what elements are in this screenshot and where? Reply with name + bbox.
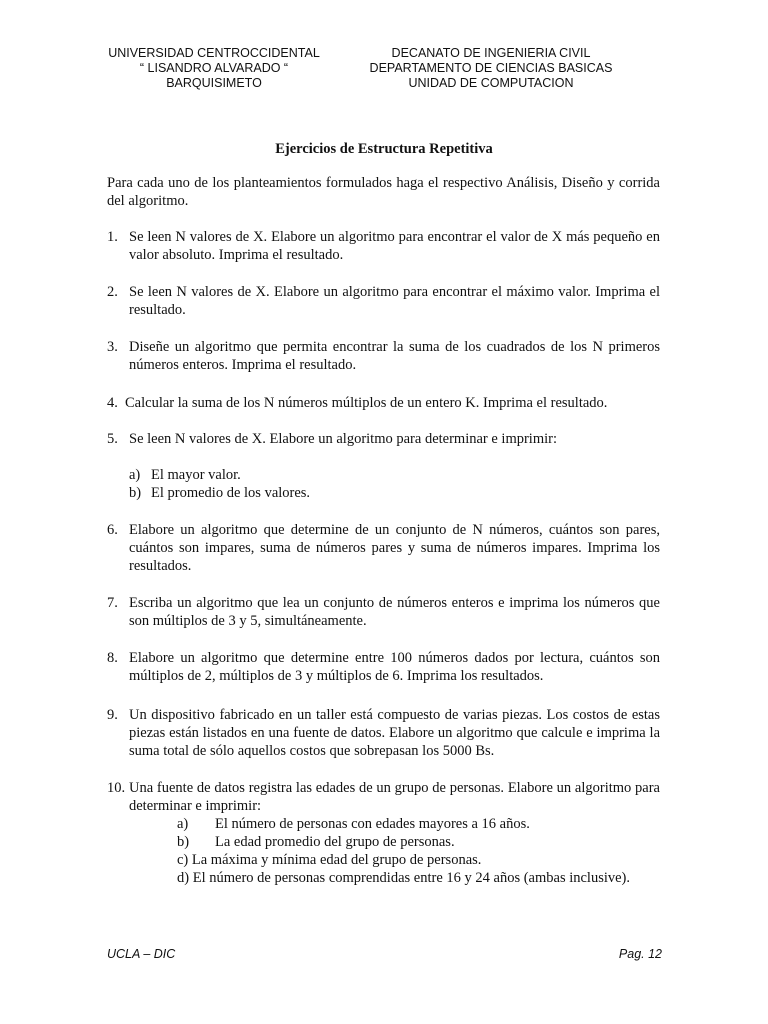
exercise-6-text: Elabore un algoritmo que determine de un conjunto de N números, cuántos son pares, cuántos son impares, suma de números pares y suma de números impares. Imprima los resultados. xyxy=(129,522,660,574)
exercise-10-sub-d-label: d) xyxy=(177,870,190,886)
intro-paragraph: Para cada uno de los planteamientos formulados haga el respectivo Análisis, Diseño y corrida del algoritmo. xyxy=(107,175,660,209)
exercise-10-sub-a-text: El número de personas con edades mayores a 16 años. xyxy=(215,816,530,832)
exercise-1-text: Se leen N valores de X. Elabore un algoritmo para encontrar el valor de X más pequeño en valor absoluto. Imprima el resultado. xyxy=(129,229,660,263)
exercise-10-sub-d xyxy=(177,869,630,887)
footer-left: UCLA – DIC xyxy=(107,947,176,961)
exercise-5-sub-b-text: El promedio de los valores. xyxy=(151,485,311,501)
unit-name: UNIDAD DE COMPUTACION xyxy=(408,76,574,90)
page-number: Pag. 12 xyxy=(618,947,662,961)
exercise-5-sub-a-label: a) xyxy=(129,467,141,483)
exercise-7-text: Escriba un algoritmo que lea un conjunto de números enteros e imprima los números que son múltiplos de 3 y 5, simultáneamente. xyxy=(129,595,660,629)
exercise-10-sub-c-text: La máxima y mínima edad del grupo de personas. xyxy=(191,852,482,868)
exercise-5-sub-b-label: b) xyxy=(129,485,142,501)
university-city: BARQUISIMETO xyxy=(166,76,262,90)
exercise-2-number: 2. xyxy=(107,284,118,300)
exercise-5-sub-a-text: El mayor valor. xyxy=(151,467,241,483)
exercise-10-sub-b-label: b) xyxy=(177,834,190,850)
exercise-3-text: Diseñe un algoritmo que permita encontrar la suma de los cuadrados de los N primeros números enteros. Imprima el resultado. xyxy=(129,339,660,373)
exercise-9-number: 9. xyxy=(107,707,118,723)
exercise-10-sub-c-label: c) xyxy=(177,852,189,868)
exercise-3-number: 3. xyxy=(107,339,118,355)
exercise-4-number: 4. xyxy=(107,395,118,411)
exercise-5-number: 5. xyxy=(107,431,118,447)
exercise-10-text: Una fuente de datos registra las edades de un grupo de personas. Elabore un algoritmo para determinar e imprimir: xyxy=(129,780,660,814)
exercise-1-number: 1. xyxy=(107,229,118,245)
department-name: DEPARTAMENTO DE CIENCIAS BASICAS xyxy=(369,61,613,75)
university-name: UNIVERSIDAD CENTROCCIDENTAL xyxy=(108,46,320,60)
exercise-8-number: 8. xyxy=(107,650,118,666)
exercise-8-text: Elabore un algoritmo que determine entre 100 números dados por lectura, cuántos son múltiplos de 2, múltiplos de 3 y múltiplos de 6. Imprima los resultados. xyxy=(129,650,660,684)
header-right xyxy=(355,46,627,91)
exercise-10-sub-a-label: a) xyxy=(177,816,189,832)
faculty-name: DECANATO DE INGENIERIA CIVIL xyxy=(391,46,591,60)
exercise-5-text: Se leen N valores de X. Elabore un algoritmo para determinar e imprimir: xyxy=(129,431,558,447)
page-title: Ejercicios de Estructura Repetitiva xyxy=(275,141,493,157)
exercise-6-number: 6. xyxy=(107,522,118,538)
exercise-2-text: Se leen N valores de X. Elabore un algoritmo para encontrar el máximo valor. Imprima el resultado. xyxy=(129,284,660,318)
exercise-10-sub-b-text: La edad promedio del grupo de personas. xyxy=(215,834,455,850)
exercise-10-sub-d-text: El número de personas comprendidas entre 16 y 24 años (ambas inclusive). xyxy=(192,870,631,886)
header-left xyxy=(98,46,330,91)
exercise-9-text: Un dispositivo fabricado en un taller está compuesto de varias piezas. Los costos de estas piezas están listados en una fuente de datos. Elabore un algoritmo que calcule e imprima la suma total de sólo aquellos costos que sobrepasan los 5000 Bs. xyxy=(129,707,660,759)
exercise-4-text: Calcular la suma de los N números múltiplos de un entero K. Imprima el resultado. xyxy=(125,395,608,411)
exercise-7-number: 7. xyxy=(107,595,118,611)
exercise-10-number: 10. xyxy=(107,780,126,796)
university-subname: “ LISANDRO ALVARADO “ xyxy=(139,61,289,75)
exercise-10-sub-c xyxy=(177,851,481,869)
